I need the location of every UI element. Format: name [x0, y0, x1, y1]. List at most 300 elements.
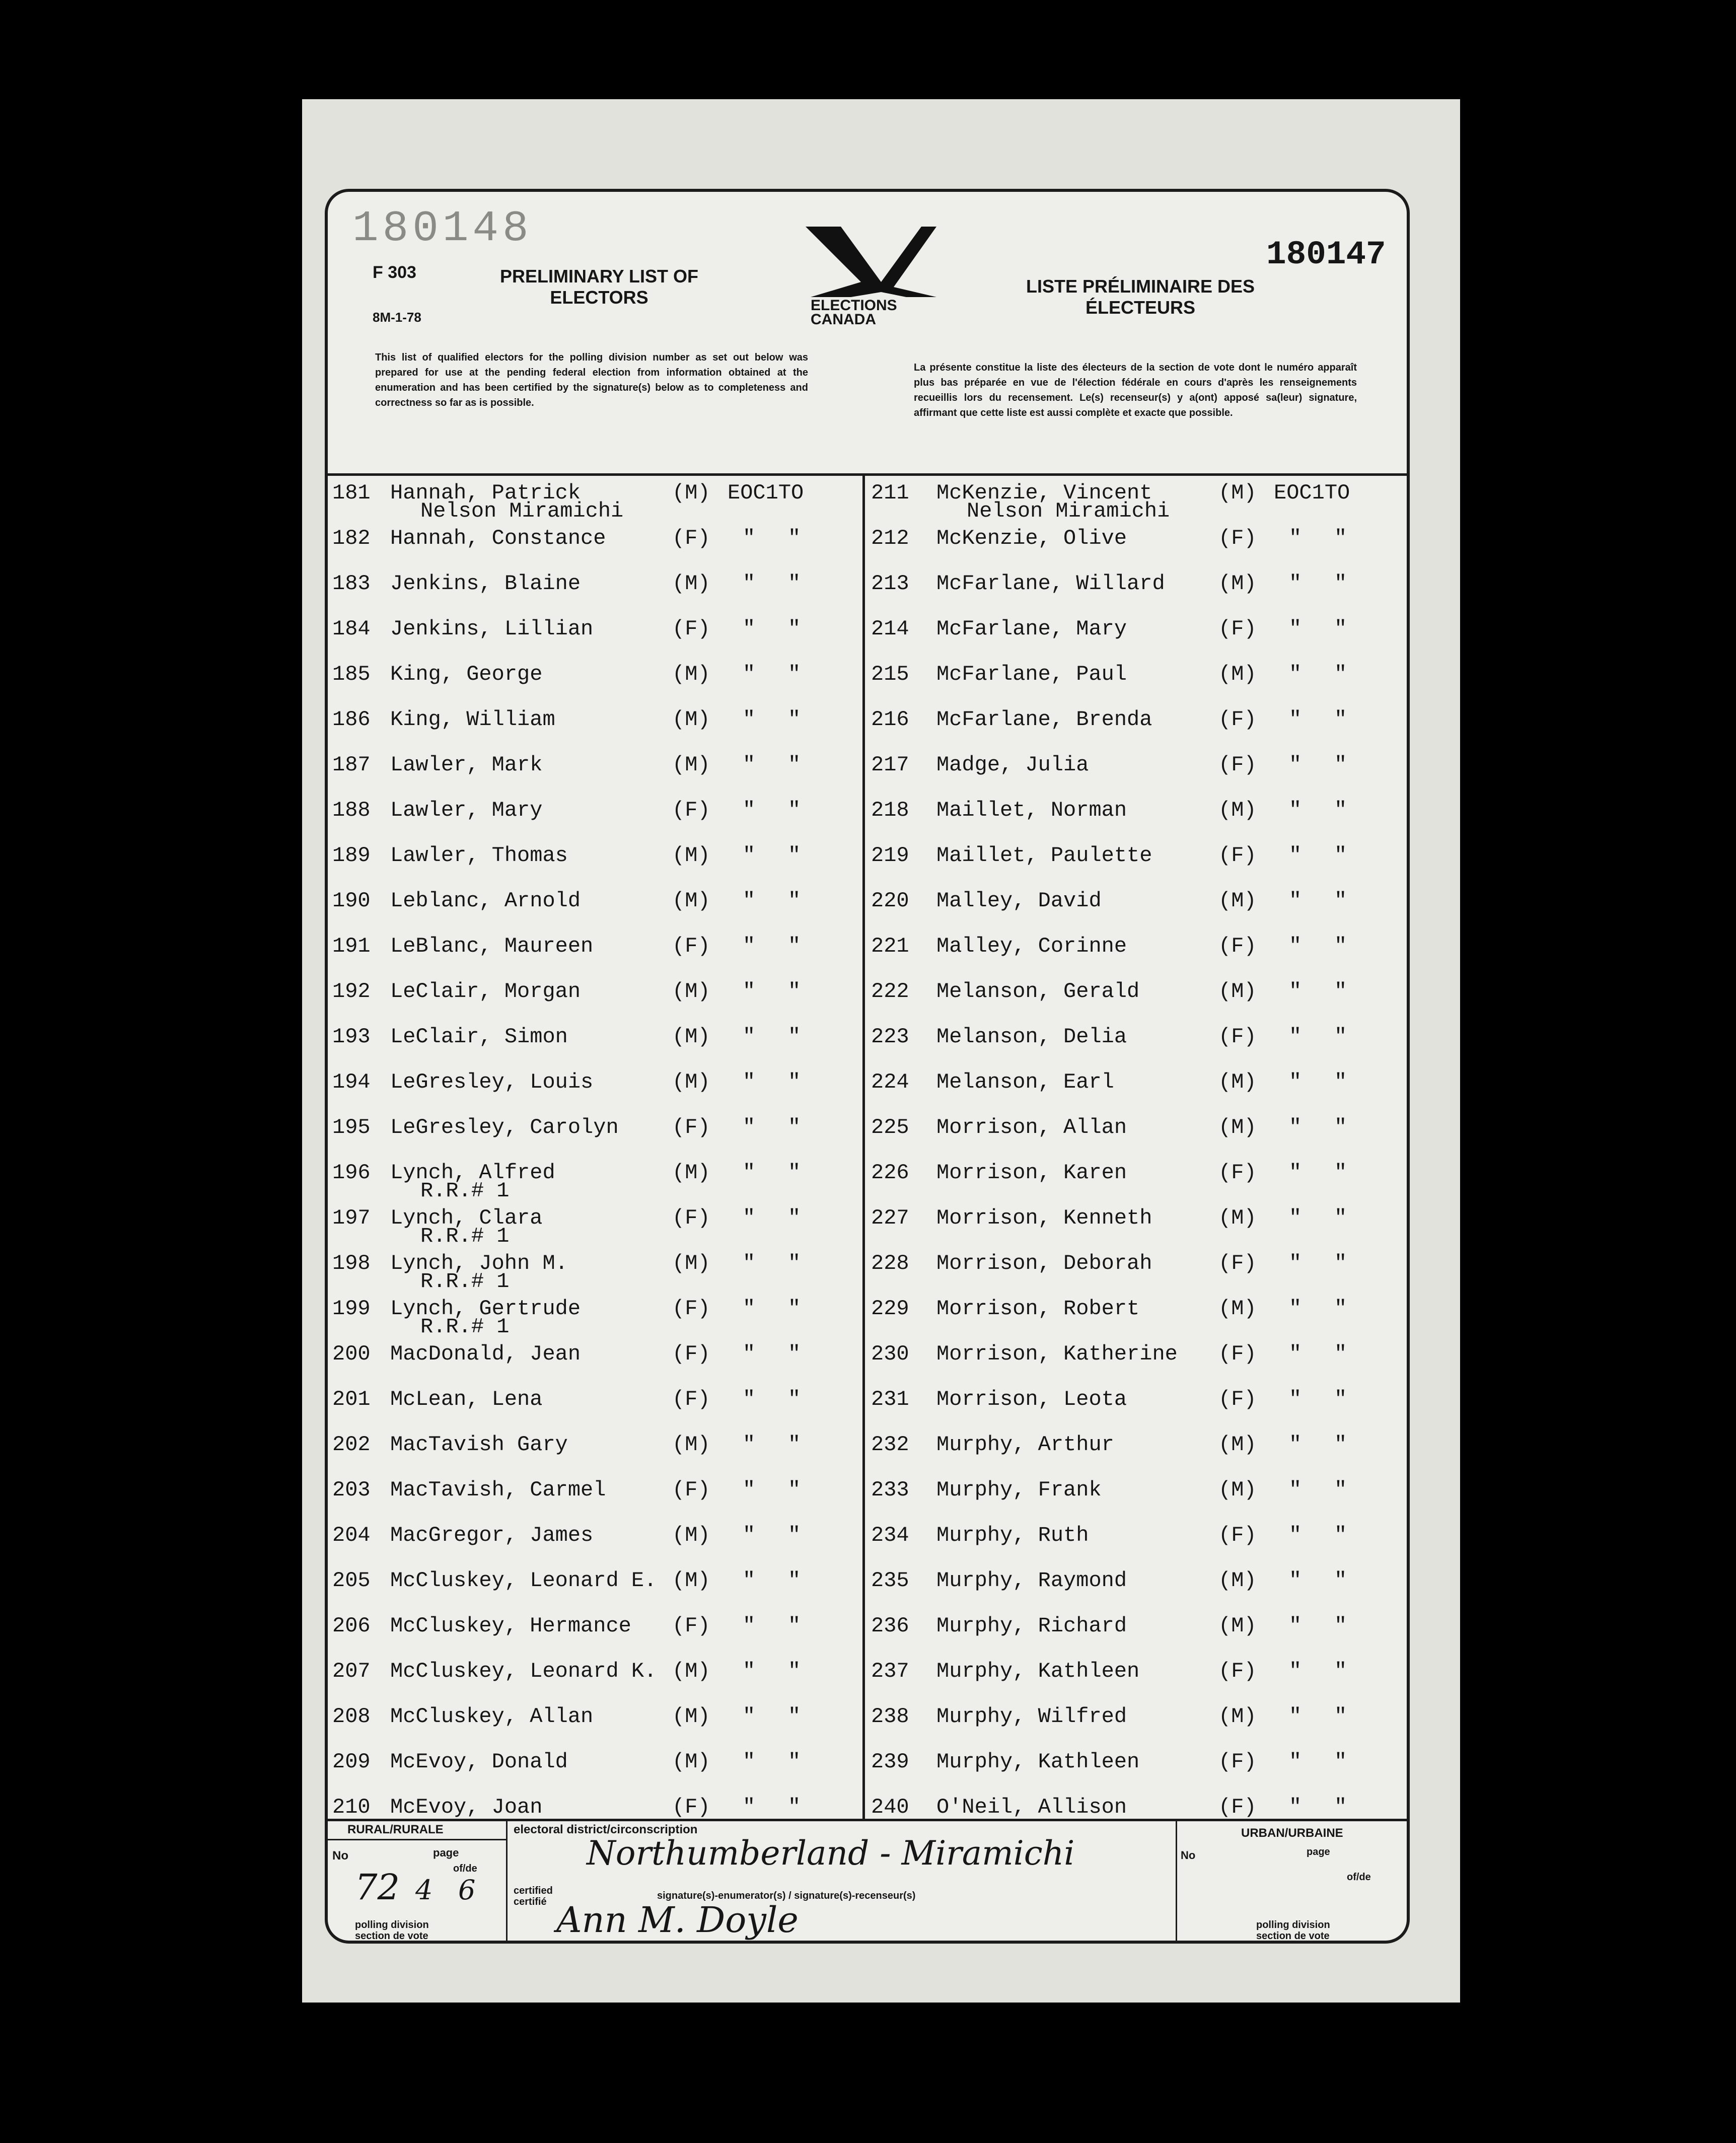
urban-polling-label: polling division section de vote: [1256, 1919, 1330, 1942]
elector-number: 206: [332, 1614, 371, 1638]
elector-sex: (M): [1218, 1115, 1257, 1139]
elector-number: 221: [871, 934, 909, 958]
elector-number: 219: [871, 843, 909, 868]
elector-number: 184: [332, 617, 371, 641]
ditto-mark: ": [1334, 1795, 1347, 1819]
elector-name: King, George: [390, 662, 543, 686]
ditto-mark: ": [1289, 707, 1302, 732]
elector-number: 182: [332, 526, 371, 550]
ditto-mark: ": [1289, 1206, 1302, 1230]
elector-sex: (M): [672, 753, 710, 777]
ditto-mark: ": [788, 843, 801, 868]
form-date: 8M-1-78: [373, 310, 421, 325]
elector-sex: (F): [672, 1614, 710, 1638]
elector-number: 196: [332, 1161, 371, 1185]
elector-sex: (M): [672, 707, 710, 732]
column-divider: [862, 473, 865, 1819]
elector-address: R.R.# 1: [420, 1269, 510, 1294]
ditto-mark: ": [1289, 1750, 1302, 1774]
title-french: [999, 276, 1281, 318]
elector-number: 226: [871, 1161, 909, 1185]
ditto-mark: ": [743, 1070, 756, 1094]
elector-name: McCluskey, Hermance: [390, 1614, 631, 1638]
ditto-mark: ": [743, 979, 756, 1004]
ditto-mark: ": [743, 798, 756, 822]
ditto-mark: ": [1334, 1161, 1347, 1185]
ditto-mark: ": [788, 1025, 801, 1049]
ditto-mark: ": [1334, 1659, 1347, 1683]
polling-number: 72: [355, 1867, 400, 1908]
elector-sex: (F): [672, 1387, 710, 1411]
elector-sex: (F): [1218, 1659, 1257, 1683]
elector-number: 186: [332, 707, 371, 732]
ditto-mark: ": [743, 753, 756, 777]
elector-name: LeClair, Morgan: [390, 979, 581, 1004]
ditto-mark: ": [1289, 1025, 1302, 1049]
ditto-mark: ": [743, 1659, 756, 1683]
elector-number: 189: [332, 843, 371, 868]
elector-name: Jenkins, Lillian: [390, 617, 594, 641]
footer-divider-2: [1176, 1819, 1177, 1944]
elector-number: 229: [871, 1297, 909, 1321]
elector-sex: (M): [672, 1251, 710, 1275]
elector-number: 192: [332, 979, 371, 1004]
ditto-mark: ": [1334, 1614, 1347, 1638]
elector-number: 223: [871, 1025, 909, 1049]
elector-number: 224: [871, 1070, 909, 1094]
elector-sex: (F): [1218, 1387, 1257, 1411]
ditto-mark: ": [1289, 1115, 1302, 1139]
ditto-mark: ": [1334, 1433, 1347, 1457]
elector-name: Morrison, Robert: [936, 1297, 1140, 1321]
elector-number: 208: [332, 1704, 371, 1729]
ditto-mark: ": [788, 889, 801, 913]
ditto-mark: ": [1289, 843, 1302, 868]
ditto-mark: ": [1289, 1433, 1302, 1457]
elector-number: 181: [332, 481, 371, 505]
ditto-mark: ": [1289, 1387, 1302, 1411]
ditto-mark: ": [1289, 1478, 1302, 1502]
ditto-mark: ": [788, 1659, 801, 1683]
elector-name: Murphy, Arthur: [936, 1433, 1114, 1457]
title-fr-line1: LISTE PRÉLIMINAIRE DES: [1026, 276, 1255, 297]
elector-name: McCluskey, Allan: [390, 1704, 594, 1729]
ditto-mark: ": [1334, 1070, 1347, 1094]
elector-number: 203: [332, 1478, 371, 1502]
ditto-mark: ": [743, 1568, 756, 1593]
elector-number: 190: [332, 889, 371, 913]
elector-number: 202: [332, 1433, 371, 1457]
elector-name: MacTavish, Carmel: [390, 1478, 606, 1502]
urban-of-label: of/de: [1347, 1872, 1371, 1883]
elector-sex: (M): [1218, 481, 1257, 505]
ditto-mark: ": [1289, 979, 1302, 1004]
postal-code: EOC1TO: [1274, 481, 1350, 505]
title-english: [481, 266, 717, 308]
polling-division-label: polling division section de vote: [355, 1919, 429, 1942]
elector-name: Maillet, Paulette: [936, 843, 1152, 868]
elector-name: Malley, David: [936, 889, 1102, 913]
certified-label: certified certifié: [514, 1885, 553, 1907]
postal-code: EOC1TO: [728, 481, 804, 505]
elector-name: McFarlane, Mary: [936, 617, 1127, 641]
title-en-line1: PRELIMINARY LIST OF: [499, 266, 698, 287]
ditto-mark: ": [788, 1568, 801, 1593]
elector-number: 212: [871, 526, 909, 550]
ditto-mark: ": [1289, 1161, 1302, 1185]
rural-rule: [325, 1839, 506, 1840]
elector-sex: (M): [1218, 1206, 1257, 1230]
elector-name: Lynch, Alfred: [390, 1161, 555, 1185]
elections-canada-logo: [801, 227, 942, 327]
elector-number: 228: [871, 1251, 909, 1275]
elector-sex: (M): [672, 889, 710, 913]
ditto-mark: ": [788, 1750, 801, 1774]
faded-stamp-number: 180148: [352, 204, 533, 253]
elector-number: 227: [871, 1206, 909, 1230]
ditto-mark: ": [1334, 1478, 1347, 1502]
elector-name: McKenzie, Olive: [936, 526, 1127, 550]
ditto-mark: ": [1334, 1342, 1347, 1366]
elector-number: 217: [871, 753, 909, 777]
ditto-mark: ": [743, 572, 756, 596]
elector-sex: (F): [672, 1297, 710, 1321]
ditto-mark: ": [788, 1297, 801, 1321]
elector-name: King, William: [390, 707, 555, 732]
elector-name: MacTavish Gary: [390, 1433, 568, 1457]
elector-number: 230: [871, 1342, 909, 1366]
elector-sex: (F): [1218, 1251, 1257, 1275]
ditto-mark: ": [1334, 1568, 1347, 1593]
elector-name: Leblanc, Arnold: [390, 889, 581, 913]
elector-name: O'Neil, Allison: [936, 1795, 1127, 1819]
ditto-mark: ": [743, 526, 756, 550]
elector-number: 220: [871, 889, 909, 913]
footer-block: [325, 1819, 1410, 1944]
elector-number: 191: [332, 934, 371, 958]
elector-name: Morrison, Kenneth: [936, 1206, 1152, 1230]
elector-sex: (F): [1218, 1342, 1257, 1366]
elector-name: Morrison, Leota: [936, 1387, 1127, 1411]
ditto-mark: ": [788, 662, 801, 686]
ditto-mark: ": [743, 934, 756, 958]
ditto-mark: ": [1334, 934, 1347, 958]
ditto-mark: ": [788, 934, 801, 958]
logo-text-line1: ELECTIONS: [811, 297, 897, 314]
ditto-mark: ": [743, 707, 756, 732]
elector-name: Morrison, Karen: [936, 1161, 1127, 1185]
ditto-mark: ": [1334, 1115, 1347, 1139]
title-fr-line2: ÉLECTEURS: [1085, 297, 1196, 318]
ditto-mark: ": [788, 1115, 801, 1139]
elector-number: 198: [332, 1251, 371, 1275]
elector-sex: (F): [1218, 1523, 1257, 1547]
elector-sex: (F): [1218, 707, 1257, 732]
ditto-mark: ": [743, 1297, 756, 1321]
elector-name: Hannah, Patrick: [390, 481, 581, 505]
elector-number: 211: [871, 481, 909, 505]
elector-name: MacGregor, James: [390, 1523, 594, 1547]
ditto-mark: ": [743, 662, 756, 686]
elector-address: R.R.# 1: [420, 1224, 510, 1248]
note-english: This list of qualified electors for the polling division number as set out below was prepared for use at the pending federal election from information obtained at the enumeration and has been certified by the signature(s) below as to completeness and correctness so far as is possible.: [375, 352, 808, 408]
elector-sex: (M): [1218, 1568, 1257, 1593]
elector-name: Morrison, Katherine: [936, 1342, 1178, 1366]
elector-name: Madge, Julia: [936, 753, 1089, 777]
ditto-mark: ": [788, 1795, 801, 1819]
elector-name: Murphy, Kathleen: [936, 1750, 1140, 1774]
elector-number: 207: [332, 1659, 371, 1683]
elector-number: 218: [871, 798, 909, 822]
ditto-mark: ": [1289, 572, 1302, 596]
ditto-mark: ": [743, 1795, 756, 1819]
elector-name: McFarlane, Willard: [936, 572, 1165, 596]
elector-name: Morrison, Deborah: [936, 1251, 1152, 1275]
ditto-mark: ": [788, 1433, 801, 1457]
elector-name: LeGresley, Carolyn: [390, 1115, 619, 1139]
elector-sex: (M): [672, 1659, 710, 1683]
elector-name: Murphy, Richard: [936, 1614, 1127, 1638]
elector-number: 193: [332, 1025, 371, 1049]
ditto-mark: ": [788, 617, 801, 641]
elector-sex: (M): [672, 1025, 710, 1049]
ditto-mark: ": [743, 1251, 756, 1275]
ditto-mark: ": [1289, 617, 1302, 641]
ditto-mark: ": [743, 1750, 756, 1774]
ditto-mark: ": [1334, 889, 1347, 913]
elector-number: 183: [332, 572, 371, 596]
ditto-mark: ": [743, 1025, 756, 1049]
ditto-mark: ": [788, 1387, 801, 1411]
elector-name: Lynch, Gertrude: [390, 1297, 581, 1321]
ditto-mark: ": [1289, 1342, 1302, 1366]
ditto-mark: ": [1334, 1206, 1347, 1230]
serial-number: 180147: [1266, 236, 1386, 273]
ditto-mark: ": [1334, 1704, 1347, 1729]
elector-sex: (F): [672, 798, 710, 822]
elector-sex: (F): [1218, 753, 1257, 777]
ditto-mark: ": [1289, 1704, 1302, 1729]
elector-sex: (F): [1218, 843, 1257, 868]
ditto-mark: ": [1289, 1070, 1302, 1094]
elector-sex: (F): [1218, 617, 1257, 641]
elector-number: 236: [871, 1614, 909, 1638]
elector-name: LeBlanc, Maureen: [390, 934, 594, 958]
ditto-mark: ": [788, 1614, 801, 1638]
elector-name: Melanson, Gerald: [936, 979, 1140, 1004]
elector-sex: (M): [1218, 572, 1257, 596]
elector-number: 213: [871, 572, 909, 596]
elector-number: 222: [871, 979, 909, 1004]
ditto-mark: ": [788, 798, 801, 822]
elector-sex: (F): [1218, 526, 1257, 550]
page-label: page: [433, 1846, 459, 1859]
elector-sex: (M): [672, 1568, 710, 1593]
elector-address: R.R.# 1: [420, 1315, 510, 1339]
elector-sex: (M): [672, 1070, 710, 1094]
elector-number: 195: [332, 1115, 371, 1139]
elector-sex: (F): [672, 1206, 710, 1230]
elector-sex: (F): [672, 617, 710, 641]
ditto-mark: ": [788, 1161, 801, 1185]
elector-sex: (M): [1218, 889, 1257, 913]
elector-number: 197: [332, 1206, 371, 1230]
elector-name: McCluskey, Leonard K.: [390, 1659, 657, 1683]
elector-address: R.R.# 1: [420, 1179, 510, 1203]
elector-number: 187: [332, 753, 371, 777]
ditto-mark: ": [1334, 707, 1347, 732]
footer-divider-1: [506, 1819, 508, 1944]
page-of-number: 6: [458, 1874, 476, 1906]
elector-number: 215: [871, 662, 909, 686]
elector-sex: (M): [1218, 798, 1257, 822]
elector-name: Lynch, Clara: [390, 1206, 543, 1230]
elector-name: Hannah, Constance: [390, 526, 606, 550]
ditto-mark: ": [1334, 617, 1347, 641]
ditto-mark: ": [743, 617, 756, 641]
elector-name: McEvoy, Donald: [390, 1750, 568, 1774]
elector-sex: (M): [1218, 1704, 1257, 1729]
ditto-mark: ": [1289, 934, 1302, 958]
ditto-mark: ": [743, 1387, 756, 1411]
elector-name: McFarlane, Brenda: [936, 707, 1152, 732]
elector-sex: (F): [1218, 934, 1257, 958]
elector-sex: (M): [672, 1704, 710, 1729]
elector-name: Lynch, John M.: [390, 1251, 568, 1275]
table-top-rule: [325, 473, 1410, 476]
elector-sex: (M): [1218, 1297, 1257, 1321]
urban-no-label: No: [1181, 1849, 1196, 1862]
elector-number: 214: [871, 617, 909, 641]
ditto-mark: ": [1289, 1795, 1302, 1819]
note-french: La présente constitue la liste des électeurs de la section de vote dont le numéro apparaît plus bas préparée en vue de l'élection fédérale en cours d'après les renseignements recueillis lors du recensement. Le(s) recenseur(s) y a(ont) apposé sa(leur) signature, affirmant que cette liste est aussi complète et exacte que possible.: [914, 362, 1357, 418]
ditto-mark: ": [788, 1251, 801, 1275]
ditto-mark: ": [1289, 1568, 1302, 1593]
elector-name: Maillet, Norman: [936, 798, 1127, 822]
elector-sex: (F): [1218, 1161, 1257, 1185]
elector-name: Lawler, Mark: [390, 753, 543, 777]
ditto-mark: ": [743, 1206, 756, 1230]
elector-number: 201: [332, 1387, 371, 1411]
ditto-mark: ": [1334, 526, 1347, 550]
ditto-mark: ": [1334, 1251, 1347, 1275]
ditto-mark: ": [788, 979, 801, 1004]
ditto-mark: ": [788, 526, 801, 550]
elector-number: 240: [871, 1795, 909, 1819]
elector-number: 232: [871, 1433, 909, 1457]
elector-number: 205: [332, 1568, 371, 1593]
elector-sex: (F): [672, 1795, 710, 1819]
elector-name: Malley, Corinne: [936, 934, 1127, 958]
polling-no-label: No: [332, 1849, 348, 1863]
elector-name: MacDonald, Jean: [390, 1342, 581, 1366]
ditto-mark: ": [743, 843, 756, 868]
elector-name: Murphy, Ruth: [936, 1523, 1089, 1547]
elector-name: McEvoy, Joan: [390, 1795, 543, 1819]
elector-name: Murphy, Raymond: [936, 1568, 1127, 1593]
elector-name: Murphy, Kathleen: [936, 1659, 1140, 1683]
ditto-mark: ": [1334, 798, 1347, 822]
elector-name: LeGresley, Louis: [390, 1070, 594, 1094]
logo-text-line2: CANADA: [811, 311, 876, 328]
ditto-mark: ": [1334, 572, 1347, 596]
rural-label: RURAL/RURALE: [347, 1823, 444, 1836]
elector-name: Melanson, Delia: [936, 1025, 1127, 1049]
elector-address: Nelson Miramichi: [967, 499, 1170, 523]
ditto-mark: ": [1334, 1387, 1347, 1411]
elector-number: 237: [871, 1659, 909, 1683]
elector-sex: (M): [672, 572, 710, 596]
ditto-mark: ": [788, 1478, 801, 1502]
elector-name: Lawler, Mary: [390, 798, 543, 822]
elector-sex: (M): [672, 979, 710, 1004]
district-label: electoral district/circonscription: [514, 1823, 698, 1836]
ditto-mark: ": [1289, 662, 1302, 686]
ditto-mark: ": [743, 1704, 756, 1729]
ditto-mark: ": [788, 707, 801, 732]
elector-name: Murphy, Wilfred: [936, 1704, 1127, 1729]
elector-sex: (M): [1218, 979, 1257, 1004]
ditto-mark: ": [743, 1478, 756, 1502]
ditto-mark: ": [1289, 1614, 1302, 1638]
ditto-mark: ": [788, 1704, 801, 1729]
form-code: F 303: [373, 263, 416, 282]
elector-number: 239: [871, 1750, 909, 1774]
elector-sex: (M): [1218, 1614, 1257, 1638]
elector-address: Nelson Miramichi: [420, 499, 624, 523]
ditto-mark: ": [1289, 798, 1302, 822]
elector-name: Melanson, Earl: [936, 1070, 1114, 1094]
ditto-mark: ": [1334, 662, 1347, 686]
elector-sex: (F): [672, 526, 710, 550]
elector-number: 209: [332, 1750, 371, 1774]
ditto-mark: ": [743, 1115, 756, 1139]
urban-page-label: page: [1307, 1846, 1330, 1858]
elector-sex: (M): [1218, 1070, 1257, 1094]
ditto-mark: ": [1334, 979, 1347, 1004]
ditto-mark: ": [1289, 1251, 1302, 1275]
elector-name: McFarlane, Paul: [936, 662, 1127, 686]
elector-sex: (M): [1218, 1433, 1257, 1457]
page-number: 4: [415, 1874, 433, 1906]
elector-sex: (F): [672, 1342, 710, 1366]
elector-sex: (M): [672, 1523, 710, 1547]
ditto-mark: ": [1289, 889, 1302, 913]
ditto-mark: ": [1334, 1297, 1347, 1321]
urban-label: URBAN/URBAINE: [1241, 1826, 1343, 1840]
elector-sex: (M): [672, 1161, 710, 1185]
ditto-mark: ": [1289, 1659, 1302, 1683]
ditto-mark: ": [1334, 1025, 1347, 1049]
ditto-mark: ": [788, 1206, 801, 1230]
elector-number: 238: [871, 1704, 909, 1729]
ditto-mark: ": [788, 1523, 801, 1547]
ditto-mark: ": [743, 1433, 756, 1457]
ditto-mark: ": [743, 1523, 756, 1547]
elector-sex: (M): [672, 1750, 710, 1774]
signature-label: signature(s)-enumerator(s) / signature(s)-recenseur(s): [657, 1890, 916, 1901]
elector-sex: (F): [1218, 1025, 1257, 1049]
elector-name: LeClair, Simon: [390, 1025, 568, 1049]
elector-sex: (M): [672, 662, 710, 686]
elector-number: 200: [332, 1342, 371, 1366]
enumerator-signature: Ann M. Doyle: [556, 1899, 799, 1941]
elector-number: 234: [871, 1523, 909, 1547]
elector-number: 233: [871, 1478, 909, 1502]
elector-sex: (M): [1218, 1478, 1257, 1502]
elector-number: 194: [332, 1070, 371, 1094]
ditto-mark: ": [1289, 1297, 1302, 1321]
